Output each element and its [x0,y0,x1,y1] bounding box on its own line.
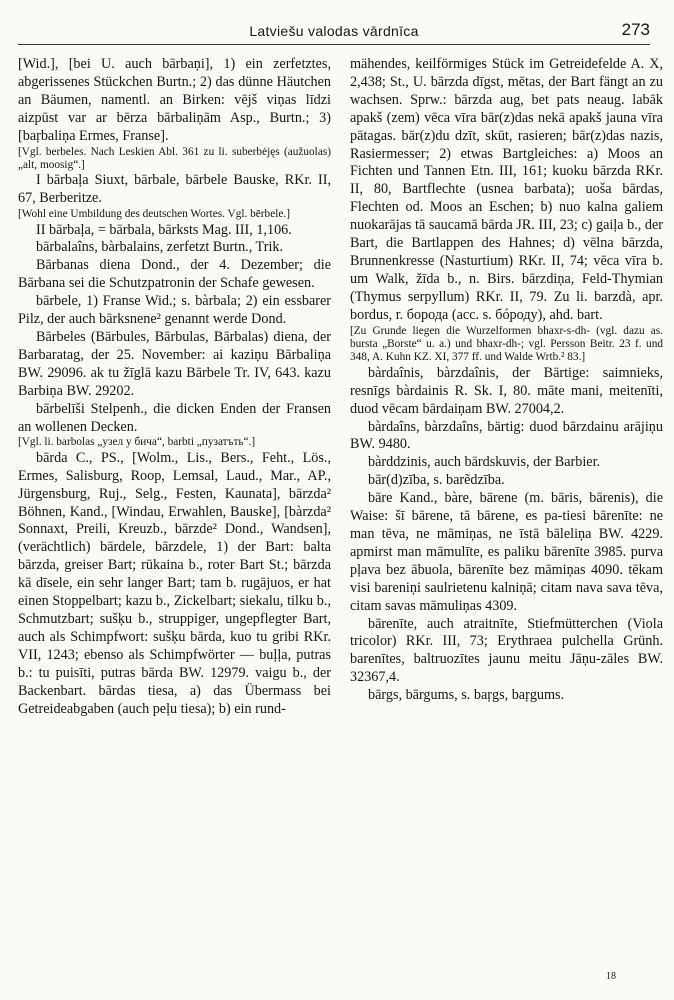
etymology-note: [Zu Grunde liegen die Wurzelformen bhaxr-s-dh- (vgl. dazu as. bursta „Borste“ u. a.) und bhaxr-dh-; vgl. Persson Beitr. 23 f. und 348, A. Kuhn KZ. XI, 377 ff. und Walde Wrtb.² 83.] [350,324,663,364]
dictionary-entry: bārbelīši Stelpenh., die dicken Enden der Fransen an wollenen Decken. [18,400,331,435]
dictionary-entry: bārda C., PS., [Wolm., Lis., Bers., Feht., Lös., Ermes, Salisburg, Roop, Lemsal, Laud., Mar., AP., Jürgensburg, Ruj., Selg., Festen, Kaunata], bārzda² Böhnen, Kand., [Windau, Erwahlen, Bauske], [bàrzda² Sonnaxt, Preili, Kreuzb., bārzde² Dond., Wandsen], (verächtlich) bārdele, bārzdele, 1) der Bart: balta bārzda, greiser Bart; rūkaina b., roter Bart St.; bārzda kā dīsele, ein sehr langer Bart; tam b. rugājuos, er hat einen Stoppelbart; kazu b., Zickelbart; siekalu, tilku b., Schmutzbart; sušķu b., struppiger, ungepflegter Bart, auch als Schimpfwort: sušķu bārda, kuo tu gribi RKr. VII, 1243; ebenso als Schimpfwörter — buļļa, putras b.: tu puisīti, putras bārda BW. 12979. vaigu b., der Backenbart. bārdas tiesa, a) das Übermass bei Getreideabgaben (auch peļu tiesa); b) ein rund- [18,449,331,717]
dictionary-entry: Bārbanas diena Dond., der 4. Dezember; die Bārbana sei die Schutzpatronin der Schafe gewesen. [18,257,331,292]
entry-continuation: mähendes, keilförmiges Stück im Getreidefelde A. X, 2,438; St., U. bārzda dīgst, mētas, der Bart fängt an zu wachsen. Sprw.: bārzda aug, bet pats neaug. labāk apakš (zem) vēca vīra bār(z)das nekā apakš jauna vīra pātagas. bār(z)du dzīt, skūt, rasieren; bār(z)das nazis, Rasiermesser; 2) etwas Bartgleiches: a) Moos an Fichten und Tannen Etn. III, 161; kuoku bārzda RKr. II, 80, Bartflechte (usnea barbata); uoša bārdas, Flechten od. Moos an Eschen; b) nuo kalna galiem nuokarājas tā saucamā bārda JR. III, 23; c) gaiļa b., der Bart, die Bartlappen des Hahnes; d) vēlna bārzda, Brunnenkresse (Nasturtium) RKr. II, 74; vēca vīra b. um Walk, žīda b., n. Birs. bārzdiņa, Feld-Thymian (Thymus serpyllum) RKr. II, 79. Zu li. barzdà, apr. bordus, r. борода (acc. s. бóроду), ahd. bart. [350,56,663,323]
page-header [18,18,650,45]
etymology-note: [Vgl. berbeles. Nach Leskien Abl. 361 zu li. suberbėjęs (aužuolas) „alt, moosig“.] [18,145,331,171]
dictionary-entry: bārbele, 1) Franse Wid.; s. bàrbala; 2) ein essbarer Pilz, der auch bārksnene² genannt werde Dond. [18,293,331,328]
running-title: Latviešu valodas vārdnīca [249,23,419,39]
printer-signature: 18 [606,971,616,982]
dictionary-entry: I bārbaļa Siuxt, bārbale, bārbele Bauske, RKr. II, 67, Berberitze. [18,172,331,207]
right-column [350,56,663,705]
dictionary-entry: II bārbaļa, = bārbala, bārksts Mag. III, 1,106. [36,221,292,238]
left-column [18,56,331,718]
dictionary-entry: bāre Kand., bàre, bārene (m. bāris, bārenis), die Waise: šī bārene, tā bārene, es pa-tiesi bārenīte: ne man tēva, ne māmiņas, ne īstā bāleliņa BW. 4229. apmirst man māmulīte, es paliku bārenīte 3985. purva pļava bez ābuola, bārenīte bez māmiņas 4090. tēkam visi bareniņi saulrietenu kalniņā; citam nava sava tēva, citam savas māmuliņas 4309. [350,490,663,614]
entry-continuation: [Wid.], [bei U. auch bārbaņi], 1) ein zerfetztes, abgerissenes Stückchen Burtn.; 2) das dünne Häutchen an Bäumen, namentl. an Birken: vējš viņas līdzi aizpūst var ar bērza bārbaliņām Asp., Burtn.; 3) [baŗbaliņa Ermes, Franse]. [18,56,331,144]
dictionary-entry: bàrddzinis, auch bārdskuvis, der Barbier. [368,454,601,471]
dictionary-entry: bārenīte, auch atraitnīte, Stiefmütterchen (Viola tricolor) RKr. III, 73; Erythraea pulchella Grünh. barenītes, baltruozītes jaunu meitu Jāņu-zāles BW. 32367,4. [350,615,663,686]
page-number: 273 [621,20,650,39]
dictionary-entry: bàrdaînis, bàrzdaînis, der Bärtige: saimnieks, resnīgs bàrdainis R. Sk. I, 80. māte mani, meitenīti, duod vēcam bārdaiņam BW. 27004,2. [350,364,663,417]
dictionary-entry: bārgs, bārgums, s. baŗgs, baŗgums. [368,687,565,704]
dictionary-entry: Bārbeles (Bārbules, Bārbulas, Bārbalas) diena, der Barbaratag, der 25. November: ai kaziņu Bārbaliņa BW. 29096. ak tu žīglā kazu Bārbele Tr. IV, 643. kazu Barbiņa BW. 29202. [18,329,331,399]
dictionary-entry: bārbalaîns, bàrbalains, zerfetzt Burtn., Trik. [36,239,284,256]
dictionary-entry: bàrdaîns, bàrzdaîns, bärtig: duod bārzdainu arājiņu BW. 9480. [350,418,663,453]
etymology-note: [Vgl. li. barbolas „узел у бича“, barbti „пузатъть“.] [18,436,256,449]
dictionary-entry: bār(d)zība, s. barẽdzība. [368,472,505,489]
etymology-note: [Wohl eine Umbildung des deutschen Wortes. Vgl. bērbele.] [18,208,290,221]
